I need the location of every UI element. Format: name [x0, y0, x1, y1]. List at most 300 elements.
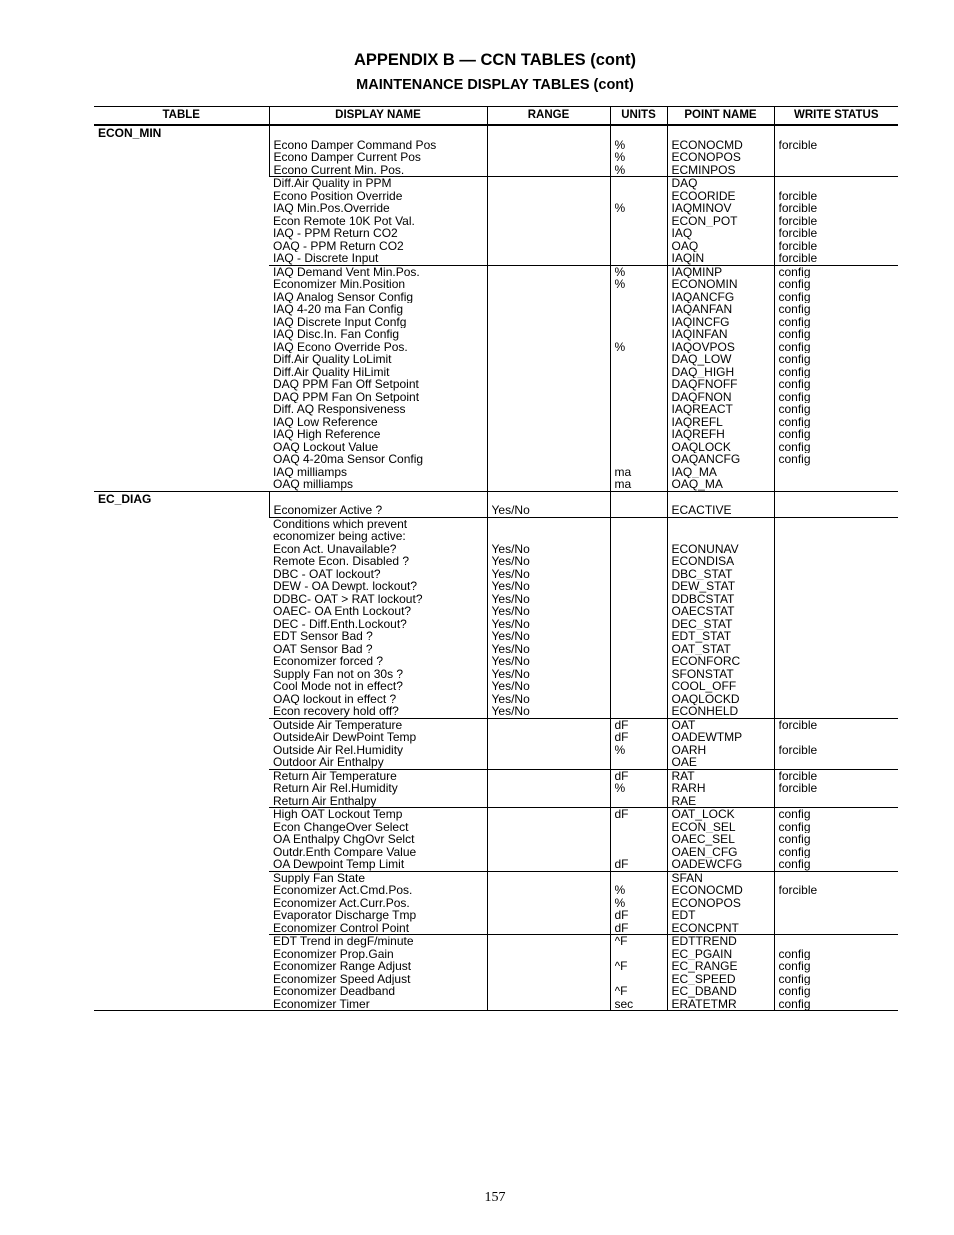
units-line: dF	[614, 909, 629, 922]
units-line: %	[614, 782, 626, 795]
point-name-cell	[667, 517, 774, 718]
point-name-line: IAQMINOV	[671, 202, 732, 215]
range-line	[492, 190, 606, 203]
display-name-line: DAQ PPM Fan Off Setpoint	[273, 378, 419, 391]
range-cell	[487, 177, 610, 266]
write-status-line	[779, 630, 895, 643]
display-name-line: IAQ Discrete Input Confg	[273, 315, 407, 328]
point-name-line: COOL_OFF	[671, 680, 737, 693]
display-name-line: OAQ lockout in effect ?	[273, 692, 397, 705]
display-name-line: Economizer Act.Curr.Pos.	[273, 896, 410, 909]
point-name-line: DDBCSTAT	[671, 592, 735, 605]
range-line	[492, 266, 606, 279]
display-name-line: Diff. AQ Responsiveness	[273, 403, 406, 416]
display-name-line: OAQ 4-20ma Sensor Config	[273, 453, 424, 466]
units-line	[615, 227, 663, 240]
header-point-name: POINT NAME	[667, 107, 774, 126]
point-name-line: IAQANFAN	[671, 303, 733, 316]
point-name-line: OAQ_MA	[671, 478, 723, 491]
display-name-line: Outdoor Air Enthalpy	[273, 756, 384, 769]
units-line	[615, 378, 663, 391]
display-name-line: IAQ 4-20 ma Fan Config	[273, 303, 404, 316]
range-line: Yes/No	[491, 580, 530, 593]
range-line	[492, 884, 606, 897]
point-name-cell	[667, 935, 774, 1011]
header-units: UNITS	[610, 107, 667, 126]
point-name-line: ECACTIVE	[671, 504, 732, 517]
range-line: Yes/No	[491, 605, 530, 618]
point-name-line: OAQLOCK	[671, 440, 731, 453]
range-line	[492, 795, 606, 808]
point-name-line: IAQREACT	[671, 403, 733, 416]
range-line	[492, 518, 606, 531]
write-status-line: config	[778, 845, 811, 858]
units-line	[615, 705, 663, 718]
point-name-cell	[667, 808, 774, 872]
range-line	[492, 202, 606, 215]
page-subtitle: MAINTENANCE DISPLAY TABLES (cont)	[356, 77, 634, 93]
range-line	[492, 821, 606, 834]
range-line	[492, 530, 606, 543]
point-name-line: OAEN_CFG	[671, 845, 738, 858]
units-cell	[610, 935, 667, 1011]
units-line	[615, 126, 663, 139]
range-cell	[487, 871, 610, 935]
range-line	[492, 935, 606, 948]
range-line: Yes/No	[491, 705, 530, 718]
display-name-cell	[269, 265, 487, 491]
units-line	[615, 543, 663, 556]
range-line	[492, 998, 606, 1011]
point-name-line: OARH	[671, 743, 707, 756]
point-name-line: IAQMINP	[671, 265, 723, 278]
table-header-row	[94, 107, 898, 126]
units-line: %	[614, 138, 626, 151]
display-name-line	[274, 126, 483, 139]
units-line	[615, 252, 663, 265]
display-name-line: Conditions which prevent	[273, 517, 408, 530]
ccn-table	[94, 106, 898, 1011]
units-cell	[610, 177, 667, 266]
write-status-line: config	[778, 833, 811, 846]
point-name-line	[672, 530, 770, 543]
units-line: %	[614, 265, 626, 278]
display-name-line: Outdr.Enth Compare Value	[273, 845, 417, 858]
display-name-line: IAQ Disc.In. Fan Config	[273, 328, 400, 341]
range-line: Yes/No	[491, 567, 530, 580]
write-status-line	[779, 731, 895, 744]
write-status-line	[779, 177, 895, 190]
point-name-line: ECON_SEL	[671, 820, 736, 833]
write-status-line	[779, 618, 895, 631]
write-status-cell	[774, 517, 898, 718]
write-status-line: forcible	[778, 214, 818, 227]
write-status-line: forcible	[778, 227, 818, 240]
point-name-cell	[667, 718, 774, 769]
display-name-cell	[269, 871, 487, 935]
range-line	[492, 353, 606, 366]
point-name-cell	[667, 491, 774, 517]
display-name-cell	[269, 517, 487, 718]
write-status-line	[779, 922, 895, 935]
point-name-line: OAT	[671, 718, 696, 731]
write-status-line	[779, 693, 895, 706]
write-status-line	[779, 795, 895, 808]
units-line	[615, 303, 663, 316]
write-status-line	[779, 643, 895, 656]
table-group-name: ECON_MIN	[94, 125, 269, 491]
write-status-line	[779, 756, 895, 769]
range-line	[492, 756, 606, 769]
range-cell	[487, 808, 610, 872]
display-name-line: economizer being active:	[273, 530, 406, 543]
range-line	[492, 948, 606, 961]
range-line	[492, 478, 606, 491]
range-line	[492, 770, 606, 783]
display-name-line: Economizer Act.Cmd.Pos.	[273, 884, 413, 897]
range-line	[492, 139, 606, 152]
units-line	[615, 391, 663, 404]
units-line: dF	[614, 921, 629, 934]
point-name-line: ECONFORC	[671, 655, 741, 668]
display-name-cell	[269, 125, 487, 177]
point-name-line: ECON_POT	[671, 214, 738, 227]
write-status-line	[779, 151, 895, 164]
units-line: %	[614, 340, 626, 353]
display-name-line: DAQ PPM Fan On Setpoint	[273, 390, 420, 403]
display-name-line: Econo Damper Current Pos	[273, 151, 421, 164]
display-name-cell	[269, 177, 487, 266]
write-status-line: forcible	[778, 202, 818, 215]
range-line	[492, 985, 606, 998]
display-name-line: OutsideAir DewPoint Temp	[273, 731, 417, 744]
range-line	[492, 303, 606, 316]
write-status-line: config	[778, 403, 811, 416]
write-status-line	[779, 504, 895, 517]
display-name-line: OAEC- OA Enth Lockout?	[273, 605, 412, 618]
point-name-line: DAQFNOFF	[671, 378, 738, 391]
units-line: dF	[614, 808, 629, 821]
display-name-line: Econo Current Min. Pos.	[273, 163, 405, 176]
display-name-line: Remote Econ. Disabled ?	[273, 555, 410, 568]
write-status-line: forcible	[778, 782, 818, 795]
write-status-line: config	[778, 353, 811, 366]
display-name-line: Economizer Prop.Gain	[273, 947, 394, 960]
units-line: ^F	[614, 985, 628, 998]
display-name-line: IAQ Analog Sensor Config	[273, 290, 414, 303]
range-line: Yes/No	[491, 555, 530, 568]
units-line	[615, 328, 663, 341]
point-name-line: IAQINFAN	[671, 328, 728, 341]
display-name-line: IAQ High Reference	[273, 428, 381, 441]
display-name-cell	[269, 935, 487, 1011]
display-name-line: Economizer Deadband	[273, 985, 396, 998]
range-line	[492, 177, 606, 190]
display-name-line: EDT Sensor Bad ?	[273, 630, 373, 643]
point-name-line: EDTTREND	[671, 935, 737, 948]
write-status-line: forcible	[778, 252, 818, 265]
range-line	[492, 719, 606, 732]
point-name-line: OAQANCFG	[671, 453, 741, 466]
units-line	[615, 190, 663, 203]
display-name-line: Econo Damper Command Pos	[273, 138, 437, 151]
range-line: Yes/No	[491, 592, 530, 605]
write-status-line	[779, 593, 895, 606]
units-line	[615, 453, 663, 466]
write-status-line	[779, 605, 895, 618]
display-name-line: Diff.Air Quality HiLimit	[273, 365, 390, 378]
units-line: ma	[614, 478, 632, 491]
point-name-line	[672, 492, 770, 505]
units-line	[615, 693, 663, 706]
display-name-line: IAQ Min.Pos.Override	[273, 202, 390, 215]
range-line	[492, 466, 606, 479]
point-name-line	[672, 126, 770, 139]
point-name-line: RARH	[671, 782, 706, 795]
write-status-line	[779, 478, 895, 491]
point-name-line: OAE	[671, 756, 697, 769]
point-name-cell	[667, 769, 774, 808]
display-name-line: Diff.Air Quality LoLimit	[273, 353, 392, 366]
point-name-line: ECONOPOS	[671, 896, 741, 909]
write-status-line: config	[778, 390, 811, 403]
range-line	[492, 164, 606, 177]
units-line	[615, 555, 663, 568]
point-name-line: ECONOPOS	[671, 151, 741, 164]
point-name-line: DBC_STAT	[671, 567, 733, 580]
units-line: %	[614, 278, 626, 291]
units-line	[615, 568, 663, 581]
range-line	[492, 492, 606, 505]
display-name-line: IAQ - Discrete Input	[273, 252, 379, 265]
display-name-line: Econ Remote 10K Pot Val.	[273, 214, 415, 227]
point-name-line: IAQIN	[671, 252, 705, 265]
range-line	[492, 744, 606, 757]
range-line	[492, 240, 606, 253]
point-name-line	[672, 518, 770, 531]
point-name-line: DEW_STAT	[671, 580, 736, 593]
point-name-line: EC_SPEED	[671, 972, 736, 985]
range-cell	[487, 491, 610, 517]
page-title: APPENDIX B — CCN TABLES (cont)	[353, 51, 637, 69]
write-status-line	[779, 492, 895, 505]
write-status-line: config	[778, 340, 811, 353]
write-status-cell	[774, 769, 898, 808]
units-line	[615, 416, 663, 429]
display-name-line: High OAT Lockout Temp	[273, 808, 403, 821]
write-status-line: forcible	[778, 189, 818, 202]
display-name-line	[274, 492, 483, 505]
write-status-line: config	[778, 985, 811, 998]
units-line	[615, 441, 663, 454]
units-line	[615, 530, 663, 543]
write-status-line	[779, 466, 895, 479]
write-status-line: config	[778, 315, 811, 328]
write-status-line: forcible	[778, 138, 818, 151]
display-name-cell	[269, 808, 487, 872]
write-status-line	[779, 568, 895, 581]
range-cell	[487, 718, 610, 769]
units-line	[615, 240, 663, 253]
range-line	[492, 378, 606, 391]
units-line: %	[614, 163, 626, 176]
units-line	[615, 366, 663, 379]
units-line	[615, 593, 663, 606]
range-line	[492, 858, 606, 871]
units-line: ma	[614, 465, 632, 478]
display-name-line: DEW - OA Dewpt. lockout?	[273, 580, 418, 593]
display-name-line: Outside Air Rel.Humidity	[273, 743, 404, 756]
point-name-line: SFAN	[671, 871, 703, 884]
write-status-line: config	[778, 303, 811, 316]
display-name-line: IAQ Demand Vent Min.Pos.	[273, 265, 420, 278]
display-name-line: IAQ - PPM Return CO2	[273, 227, 398, 240]
point-name-cell	[667, 125, 774, 177]
units-line	[615, 756, 663, 769]
range-line	[492, 416, 606, 429]
write-status-line: config	[778, 858, 811, 871]
write-status-line: config	[778, 378, 811, 391]
display-name-line: OAQ milliamps	[273, 478, 354, 491]
units-line	[615, 428, 663, 441]
point-name-line: ECONCPNT	[671, 921, 739, 934]
units-cell	[610, 265, 667, 491]
point-name-line: DAQ_HIGH	[671, 365, 735, 378]
display-name-line: IAQ Econo Override Pos.	[273, 340, 408, 353]
write-status-line: forcible	[778, 769, 818, 782]
units-line: ^F	[614, 960, 628, 973]
header-range: RANGE	[487, 107, 610, 126]
units-cell	[610, 517, 667, 718]
display-name-line: Cool Mode not in effect?	[273, 680, 403, 693]
range-line	[492, 453, 606, 466]
range-line	[492, 782, 606, 795]
range-cell	[487, 517, 610, 718]
point-name-line: DAQ	[671, 177, 698, 190]
units-line: %	[614, 896, 626, 909]
write-status-line: config	[778, 278, 811, 291]
range-line	[492, 922, 606, 935]
range-line	[492, 291, 606, 304]
units-line	[615, 680, 663, 693]
units-line	[615, 630, 663, 643]
display-name-line: EDT Trend in degF/minute	[273, 935, 414, 948]
header-table: TABLE	[94, 107, 269, 126]
units-line	[615, 668, 663, 681]
write-status-cell	[774, 808, 898, 872]
write-status-line	[779, 518, 895, 531]
display-name-line: DBC - OAT lockout?	[273, 567, 381, 580]
display-name-line: IAQ Low Reference	[273, 415, 378, 428]
units-line: ^F	[614, 935, 628, 948]
point-name-line: EC_RANGE	[671, 960, 738, 973]
units-line	[615, 795, 663, 808]
page-number: 157	[484, 1190, 506, 1205]
write-status-line: config	[778, 808, 811, 821]
point-name-line: OADEWCFG	[671, 858, 743, 871]
point-name-line: EDT	[671, 909, 696, 922]
range-line	[492, 227, 606, 240]
point-name-line: OADEWTMP	[671, 731, 743, 744]
point-name-line: IAQ	[671, 227, 693, 240]
point-name-line: OAECSTAT	[671, 605, 735, 618]
write-status-line: config	[778, 365, 811, 378]
units-line: sec	[614, 997, 634, 1010]
write-status-line	[779, 655, 895, 668]
units-cell	[610, 125, 667, 177]
units-line	[615, 643, 663, 656]
units-line	[615, 492, 663, 505]
write-status-cell	[774, 125, 898, 177]
point-name-line: EC_PGAIN	[671, 947, 733, 960]
range-line: Yes/No	[491, 655, 530, 668]
display-name-line: Economizer Control Point	[273, 921, 410, 934]
write-status-line	[779, 530, 895, 543]
point-name-line: IAQREFH	[671, 428, 725, 441]
display-name-line: Return Air Enthalpy	[273, 794, 377, 807]
point-name-line: OAQ	[671, 239, 699, 252]
write-status-line	[779, 705, 895, 718]
point-name-line: IAQINCFG	[671, 315, 730, 328]
write-status-line: config	[778, 415, 811, 428]
units-line: %	[614, 884, 626, 897]
header-display-name: DISPLAY NAME	[269, 107, 487, 126]
point-name-line: DAQ_LOW	[671, 353, 732, 366]
point-name-line: ECONDISA	[671, 555, 735, 568]
units-cell	[610, 871, 667, 935]
range-line	[492, 215, 606, 228]
units-line: dF	[614, 718, 629, 731]
write-status-cell	[774, 177, 898, 266]
units-cell	[610, 769, 667, 808]
write-status-cell	[774, 871, 898, 935]
point-name-cell	[667, 871, 774, 935]
point-name-line: DEC_STAT	[671, 617, 733, 630]
units-line	[615, 403, 663, 416]
range-line	[492, 252, 606, 265]
point-name-line: IAQOVPOS	[671, 340, 735, 353]
display-name-line: Evaporator Discharge Tmp	[273, 909, 417, 922]
write-status-line	[779, 555, 895, 568]
units-line: %	[614, 202, 626, 215]
write-status-cell	[774, 718, 898, 769]
range-line	[492, 846, 606, 859]
units-line	[615, 177, 663, 190]
range-line	[492, 126, 606, 139]
write-status-line: config	[778, 290, 811, 303]
range-line	[492, 428, 606, 441]
range-line: Yes/No	[491, 680, 530, 693]
point-name-cell	[667, 177, 774, 266]
units-line	[615, 353, 663, 366]
point-name-line: ECONOMIN	[671, 278, 738, 291]
units-line	[615, 504, 663, 517]
write-status-line	[779, 580, 895, 593]
display-name-line: Supply Fan State	[273, 871, 366, 884]
range-line	[492, 973, 606, 986]
write-status-line: config	[778, 820, 811, 833]
display-name-line: Return Air Rel.Humidity	[273, 782, 398, 795]
point-name-line: EC_DBAND	[671, 985, 737, 998]
units-line	[615, 580, 663, 593]
point-name-line: ECONUNAV	[671, 542, 739, 555]
table-row	[94, 125, 898, 177]
write-status-line	[779, 872, 895, 885]
units-line	[615, 948, 663, 961]
range-line	[492, 441, 606, 454]
units-line	[615, 846, 663, 859]
point-name-line: ECONOCMD	[671, 138, 743, 151]
